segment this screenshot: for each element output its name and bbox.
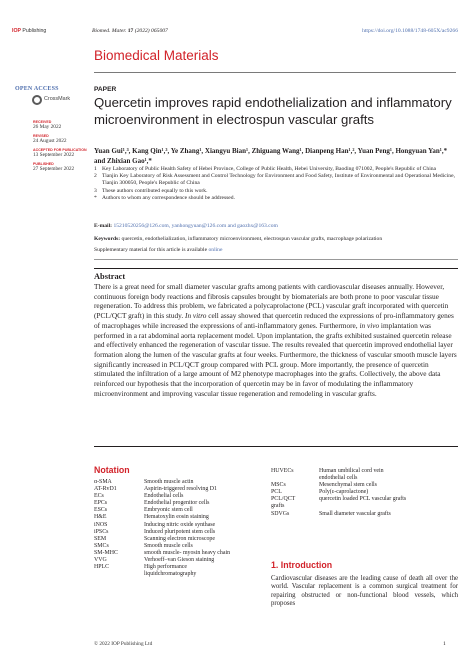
date-label: ACCEPTED FOR PUBLICATION xyxy=(33,148,87,152)
notation-row: MSCs Mesenchymal stem cells xyxy=(271,482,377,489)
date-value: 24 August 2022 xyxy=(33,138,67,145)
publisher-logo: IOP Publishing xyxy=(12,28,47,34)
introduction-heading: 1. Introduction xyxy=(271,560,333,570)
running-header xyxy=(0,27,474,39)
date-label: PUBLISHED xyxy=(33,162,54,166)
crossmark-label: CrossMark xyxy=(44,96,71,102)
date-value: 27 September 2022 xyxy=(33,166,75,173)
notation-row: HUVECs Human umbilical cord vein xyxy=(271,468,384,474)
date-value: 26 May 2022 xyxy=(33,124,62,131)
article-dates xyxy=(33,120,91,176)
paper-type: PAPER xyxy=(94,86,117,93)
notation-row: PCL/QCT quercetin loaded PCL vascular grafts xyxy=(271,496,407,503)
notation-row: HPLC High performance xyxy=(94,564,188,571)
introduction-text: Cardiovascular diseases are the leading cause of death all over the world. Vascular replacement is a common surgical treatment for repairing obstructed or non-functional blood vessels, which proposes xyxy=(271,575,458,607)
notation-section-continued xyxy=(271,468,458,518)
notation-row: iPSCs Induced pluripotent stem cells xyxy=(94,528,216,535)
affiliation-item: 2 Tianjin Key Laboratory of Risk Assessment and Control Technology for Environment and Food Safety, Institute of Environmental and Operational Medicine, Tianjin 300050, People's Republic of China xyxy=(94,173,455,187)
affiliation-item: * Authors to whom any correspondence should be addressed. xyxy=(94,194,235,201)
crossmark-badge[interactable] xyxy=(32,94,76,106)
supplementary-line: Supplementary material for this article is available online xyxy=(94,247,223,253)
doi-link[interactable]: https://doi.org/10.1088/1748-605X/ac9266 xyxy=(362,28,458,34)
notation-row: SEM Scanning electron microscope xyxy=(94,535,215,542)
notation-row: EPCs Endothelial progenitor cells xyxy=(94,500,210,507)
header-divider xyxy=(94,72,456,73)
journal-name: Biomedical Materials xyxy=(94,48,219,63)
notation-row: grafts xyxy=(271,503,285,510)
notation-row: AT-RvD1 Aspirin-triggered resolving D1 xyxy=(94,486,217,493)
notation-row: endothelial cells xyxy=(319,475,358,482)
abstract-text: There is a great need for small diameter vascular grafts among patients with cardiovascular diseases annually. However, continuous foreign body reactions and fibrosis capsules brought by biomaterials are both prone to poor vascular tissue regeneration. To address this problem, we fabricated a polycaprolactone (PCL) vascular graft incorporated with quercetin (PCL/QCT graft) in this study. In vitro cell assay showed that quercetin reduced the expressions of pro-inflammatory genes of macrophages while increased the expressions of anti-inflammatory genes. Furthermore, in vivo implantation was performed in a rat abdominal aorta replacement model. Upon implantation, the grafts exhibited sustained quercetin release and effectively enhanced the regeneration of vascular tissue. The results revealed that quercetin improved endothelial layer formation along the lumen of the vascular grafts at four weeks. Furthermore, the thickness of vascular smooth muscle layers significantly increased in PCL/QCT group compared with PCL group. More importantly, the presence of quercetin stimulated the infiltration of a large amount of M2 phenotype macrophages into the grafts. Collectively, the above data reinforced our hypothesis that the incorporation of quercetin may be in favor of modulating the inflammatory microenvironment and improving vascular tissue regeneration and remodeling in vascular grafts. xyxy=(94,282,457,398)
divider xyxy=(94,259,458,260)
crossmark-icon xyxy=(32,95,42,105)
affiliation-item: 3 These authors contributed equally to this work. xyxy=(94,187,208,194)
notation-row: ESCs Embryonic stem cell xyxy=(94,507,193,514)
date-value: 13 September 2022 xyxy=(33,152,75,159)
supplementary-link[interactable]: online xyxy=(208,247,223,253)
citation: Biomed. Mater. 17 (2022) 065007 xyxy=(92,28,168,34)
abstract-heading: Abstract xyxy=(94,272,126,281)
date-label: REVISED xyxy=(33,134,49,138)
affiliations xyxy=(94,166,458,202)
notation-row: ECs Endothelial cells xyxy=(94,493,184,500)
date-label: RECEIVED xyxy=(33,120,52,124)
notation-row: α-SMA Smooth muscle actin xyxy=(94,479,194,485)
notation-row: SDVGs Small diameter vascular grafts xyxy=(271,510,391,517)
notation-row: iNOS Inducing nitric oxide synthase xyxy=(94,521,216,528)
affiliation-item: 1 Key Laboratory of Public Health Safety of Hebei Province, College of Public Health, Hebei University, Baoding 071002, People's Republic of China xyxy=(94,166,437,172)
keywords-line: Keywords: quercetin, endothelialization, inflammatory microenvironment, electrospun vascular grafts, macrophage polarization xyxy=(94,236,383,242)
notation-row: VVG Verhoeff–van Gieson staining xyxy=(94,557,215,564)
notation-heading: Notation xyxy=(94,465,130,475)
notation-row: PCL Poly(ε-caprolactone) xyxy=(271,489,369,496)
page-number: 1 xyxy=(443,641,446,647)
email-links[interactable]: 15210520256@126.com, yanhongyuan@126.com and gaozhx@163.com xyxy=(113,223,278,229)
open-access-label: OPEN ACCESS xyxy=(15,86,59,92)
author-list: Yuan Gui¹,³, Kang Qin¹,³, Ye Zhang¹, Xiangyu Bian¹, Zhiguang Wang¹, Dianpeng Han¹,², Yuan Peng¹, Hongyuan Yan¹,* and Zhixian Gao¹,* xyxy=(94,147,448,165)
email-line: E-mail: 15210520256@126.com, yanhongyuan@126.com and gaozhx@163.com xyxy=(94,223,278,229)
notation-row: SM-MHC smooth muscle- myosin heavy chain xyxy=(94,549,231,556)
article-title: Quercetin improves rapid endothelialization and inflammatory microenvironment in electrospun vascular grafts xyxy=(94,95,452,127)
notation-row: SMCs Smooth muscle cells xyxy=(94,542,193,549)
copyright-footer: © 2022 IOP Publishing Ltd xyxy=(94,641,153,647)
notation-row: liquidchromatography xyxy=(144,571,197,578)
notation-row: H&E Hematoxylin eosin staining xyxy=(94,514,209,521)
notation-section xyxy=(94,465,256,578)
abstract-section xyxy=(94,268,458,447)
